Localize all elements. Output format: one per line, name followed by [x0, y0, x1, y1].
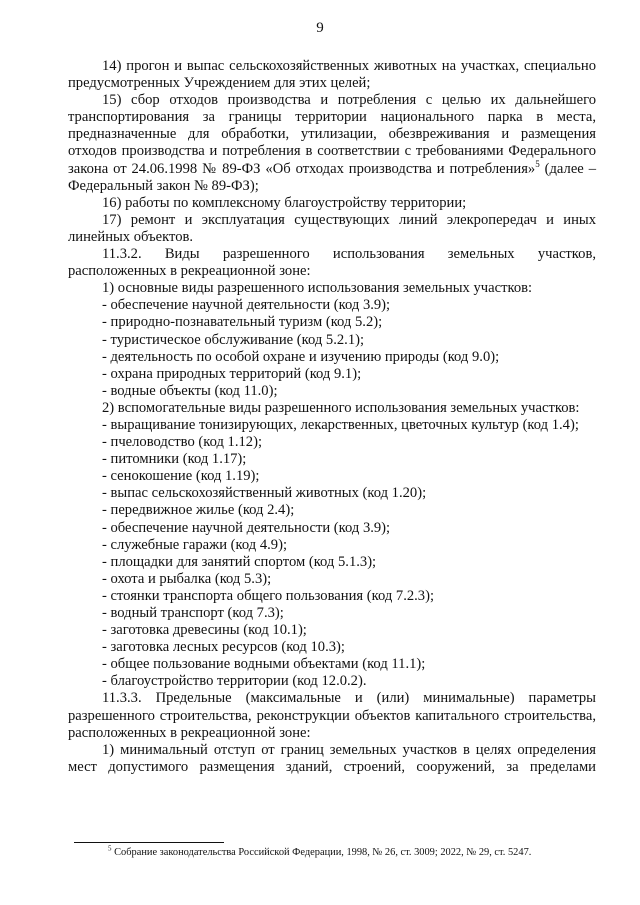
section-11-3-3: 11.3.3. Предельные (максимальные и (или) минимальные) параметры разрешенного строительства, реконструкции объектов капитального строительства, расположенных в рекреационной зоне: [68, 690, 596, 741]
list-item: - заготовка лесных ресурсов (код 10.3); [102, 639, 345, 656]
list-item: - пчеловодство (код 1.12); [102, 434, 263, 451]
main-uses-list [68, 297, 596, 400]
list-item: - водный транспорт (код 7.3); [102, 605, 284, 621]
list-item: - деятельность по особой охране и изучению природы (код 9.0); [102, 348, 500, 365]
list-item: - стоянки транспорта общего пользования (код 7.2.3); [102, 587, 435, 604]
aux-use-item: - выращивание тонизирующих, лекарственных, цветочных культур (код 1.4); [102, 416, 579, 433]
document-body [68, 58, 596, 776]
paragraph-14: 14) прогон и выпас сельскохозяйственных животных на участках, специально предусмотренных Учреждением для этих целей; [68, 58, 596, 92]
list-item: - обеспечение научной деятельности (код 3.9); [102, 519, 391, 536]
list-item: - передвижное жилье (код 2.4); [102, 502, 295, 519]
paragraph-15-text: 15) сбор отходов производства и потребления с целью их дальнейшего транспортирования за границы территории национального парка в места, предназначенные для обработки, утилизации, обезвреживания и размещения отходов производства и потребления в соответствии с требованиями Федерального закона от 24.06.1998 № 89-ФЗ «Об отходах производства и потребления» [68, 92, 596, 177]
list-item: - обеспечение научной деятельности (код 3.9); [102, 297, 391, 314]
list-item: - выпас сельскохозяйственный животных (код 1.20); [102, 485, 427, 502]
footnote-text: Собрание законодательства Российской Федерации, 1998, № 26, ст. 3009; 2022, № 29, ст. 5247. [111, 847, 532, 858]
paragraph-16: 16) работы по комплексному благоустройству территории; [102, 194, 467, 211]
section-11-3-3-item-1: 1) минимальный отступ от границ земельных участков в целях определения мест допустимого размещения зданий, строений, сооружений, за пределами [68, 741, 596, 775]
paragraph-17: 17) ремонт и эксплуатация существующих линий элекропередач и иных линейных объектов. [68, 211, 596, 245]
paragraph-15-tail: (далее – Федеральный закон № 89-ФЗ); [68, 160, 596, 194]
list-item: - природно-познавательный туризм (код 5.2); [102, 314, 383, 331]
aux-uses-heading: 2) вспомогательные виды разрешенного использования земельных участков: [102, 399, 580, 416]
list-item: - охрана природных территорий (код 9.1); [102, 365, 362, 382]
footnote-divider [74, 842, 224, 843]
paragraph-15 [68, 92, 596, 195]
list-item: - служебные гаражи (код 4.9); [102, 536, 288, 553]
list-item: - питомники (код 1.17); [102, 451, 247, 468]
footnote [74, 846, 604, 859]
footnote-mark: 5 [108, 844, 112, 853]
list-item: - туристическое обслуживание (код 5.2.1); [102, 331, 365, 348]
list-item: - сенокошение (код 1.19); [102, 468, 260, 485]
list-item: - водные объекты (код 11.0); [102, 382, 278, 399]
aux-uses-list [68, 434, 596, 690]
page-number: 9 [316, 20, 324, 36]
main-uses-heading: 1) основные виды разрешенного использования земельных участков: [102, 280, 533, 297]
list-item: - общее пользование водными объектами (код 11.1); [102, 656, 426, 673]
list-item: - площадки для занятий спортом (код 5.1.3); [102, 553, 377, 570]
list-item: - охота и рыбалка (код 5.3); [102, 570, 272, 587]
list-item: - заготовка древесины (код 10.1); [102, 622, 307, 639]
list-item: - благоустройство территории (код 12.0.2). [102, 673, 367, 690]
footnote-reference: 5 [535, 158, 540, 169]
section-11-3-2: 11.3.2. Виды разрешенного использования земельных участков, расположенных в рекреационной зоне: [68, 246, 596, 280]
